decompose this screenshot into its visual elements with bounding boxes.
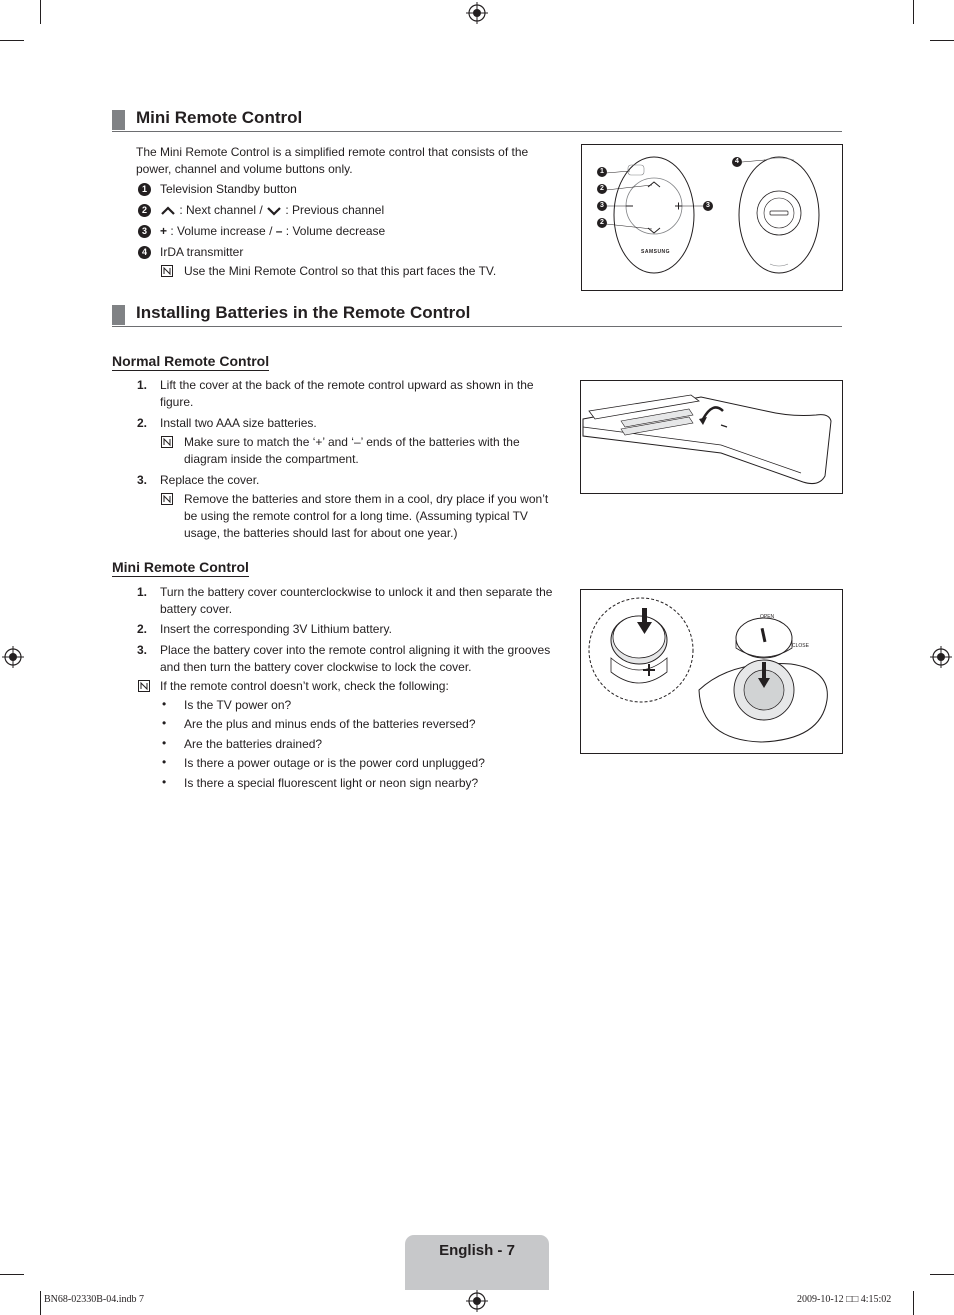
item-volume (160, 223, 385, 240)
crop-mark (40, 1291, 41, 1315)
step-number: 2. (137, 416, 148, 430)
page-number-tab (405, 1235, 549, 1290)
step-text: Place the battery cover into the remote control aligning it with the grooves and then turn the battery cover clockwise to lock the cover. (160, 643, 551, 674)
print-datetime: 2009-10-12 □□ 4:15:02 (797, 1294, 892, 1305)
callout-number: 4 (732, 157, 742, 167)
crop-mark (0, 40, 24, 41)
crop-mark (930, 1274, 954, 1275)
note-text: Remove the batteries and store them in a cool, dry place if you won’t be using the remote control for a long time. (Assuming typical TV usage, the batteries should last for about one year.) (184, 492, 549, 540)
chevron-up-icon (160, 206, 176, 216)
page-label: English - 7 (439, 1242, 515, 1259)
callout-number: 1 (597, 167, 607, 177)
crop-mark (913, 1291, 914, 1315)
next-channel-text: : Next channel / (176, 203, 267, 217)
bullet-icon: • (162, 697, 167, 711)
item-text: IrDA transmitter (160, 245, 244, 259)
open-label: OPEN (760, 614, 775, 620)
callout-number: 1 (138, 183, 151, 196)
note-icon (138, 680, 150, 692)
bullet-icon: • (162, 736, 167, 750)
checklist-item: Are the batteries drained? (184, 737, 323, 751)
normal-remote-figure (580, 380, 843, 494)
callout-number: 3 (703, 201, 713, 211)
note-icon (161, 493, 173, 505)
section-title: Installing Batteries in the Remote Control (136, 303, 471, 322)
note-text: If the remote control doesn’t work, check the following: (160, 679, 449, 693)
section-heading-installing-batteries (112, 304, 842, 327)
mini-remote-figure (581, 144, 843, 291)
checklist-item: Is there a power outage or is the power cord unplugged? (184, 756, 485, 770)
intro-text: The Mini Remote Control is a simplified remote control that consists of the power, channel and volume buttons only. (136, 145, 529, 176)
registration-mark-icon (466, 2, 488, 24)
step-number: 1. (137, 378, 148, 392)
mini-remote-illustration (582, 145, 842, 290)
step-number: 3. (137, 473, 148, 487)
checklist-item: Are the plus and minus ends of the batteries reversed? (184, 717, 476, 731)
callout-number: 2 (597, 184, 607, 194)
callout-number: 3 (138, 225, 151, 238)
callout-number: 2 (138, 204, 151, 217)
chevron-down-icon (266, 206, 282, 216)
minus-symbol: – (275, 224, 283, 238)
callout-number: 3 (597, 201, 607, 211)
crop-mark (930, 40, 954, 41)
crop-mark (40, 0, 41, 24)
subheading-mini-remote: Mini Remote Control (112, 559, 249, 575)
checklist-item: Is the TV power on? (184, 698, 292, 712)
mini-remote-battery-figure (580, 589, 843, 754)
bullet-icon: • (162, 755, 167, 769)
step-number: 3. (137, 643, 148, 657)
file-name: BN68-02330B-04.indb 7 (44, 1294, 144, 1305)
step-text: Replace the cover. (160, 473, 260, 487)
normal-remote-battery-illustration (581, 381, 842, 493)
registration-mark-icon (466, 1290, 488, 1312)
registration-mark-icon (2, 646, 24, 668)
callout-number: 4 (138, 246, 151, 259)
callout-number: 2 (597, 218, 607, 228)
section-heading-mini-remote (112, 109, 842, 132)
step-number: 1. (137, 585, 148, 599)
step-number: 2. (137, 622, 148, 636)
plus-symbol: + (160, 224, 168, 238)
subheading-normal-remote: Normal Remote Control (112, 353, 270, 369)
close-label: CLOSE (792, 643, 809, 649)
step-text: Lift the cover at the back of the remote control upward as shown in the figure. (160, 378, 534, 409)
volume-decrease-text: : Volume decrease (282, 224, 386, 238)
registration-mark-icon (930, 646, 952, 668)
brand-logo-text: SAMSUNG (641, 249, 671, 255)
heading-bar (112, 110, 125, 130)
crop-mark (913, 0, 914, 24)
bullet-icon: • (162, 716, 167, 730)
item-channel (160, 202, 384, 219)
section-title: Mini Remote Control (136, 108, 303, 127)
bullet-icon: • (162, 775, 167, 789)
mini-remote-battery-illustration (581, 590, 842, 753)
note-text: Make sure to match the ‘+’ and ‘–’ ends of the batteries with the diagram inside the compartment. (184, 435, 520, 466)
crop-mark (0, 1274, 24, 1275)
note-icon (161, 436, 173, 448)
note-text: Use the Mini Remote Control so that this part faces the TV. (184, 264, 497, 278)
prev-channel-text: : Previous channel (282, 203, 385, 217)
note-icon (161, 265, 173, 277)
step-text: Insert the corresponding 3V Lithium battery. (160, 622, 392, 636)
volume-increase-text: : Volume increase / (167, 224, 276, 238)
item-text: Television Standby button (160, 182, 297, 196)
checklist-item: Is there a special fluorescent light or neon sign nearby? (184, 776, 479, 790)
step-text: Turn the battery cover counterclockwise to unlock it and then separate the battery cover. (160, 585, 553, 616)
step-text: Install two AAA size batteries. (160, 416, 317, 430)
heading-bar (112, 305, 125, 325)
